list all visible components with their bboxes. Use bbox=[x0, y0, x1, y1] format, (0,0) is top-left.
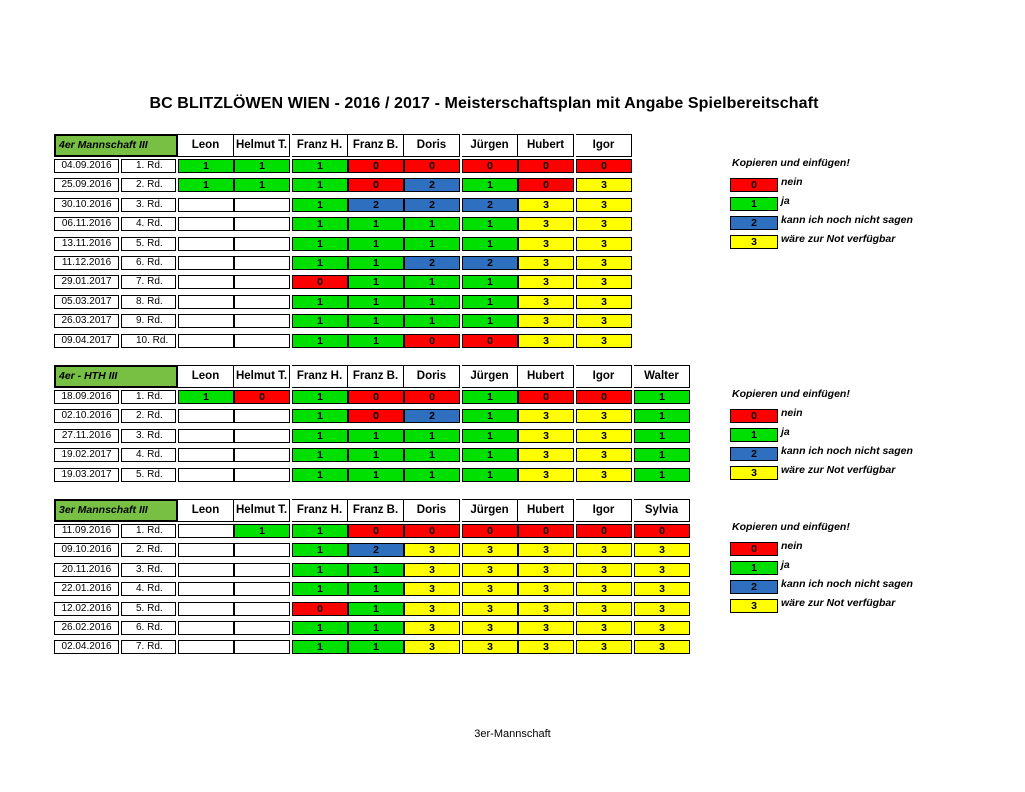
availability-cell[interactable]: 3 bbox=[462, 640, 518, 654]
availability-cell[interactable]: 0 bbox=[518, 159, 574, 173]
availability-cell[interactable]: 3 bbox=[576, 582, 632, 596]
round-label: 7. Rd. bbox=[121, 275, 176, 289]
availability-cell[interactable]: 3 bbox=[518, 217, 574, 231]
availability-cell[interactable]: 0 bbox=[404, 334, 460, 348]
availability-cell[interactable]: 3 bbox=[576, 314, 632, 328]
availability-cell[interactable]: 1 bbox=[462, 314, 518, 328]
match-date: 09.04.2017 bbox=[54, 334, 119, 348]
availability-cell[interactable] bbox=[178, 334, 234, 348]
availability-cell[interactable] bbox=[234, 640, 290, 654]
round-label: 5. Rd. bbox=[121, 468, 176, 482]
availability-cell[interactable] bbox=[234, 314, 290, 328]
player-name-header: Helmut T. bbox=[234, 365, 290, 388]
availability-cell[interactable]: 3 bbox=[518, 582, 574, 596]
round-label: 2. Rd. bbox=[121, 178, 176, 192]
round-label: 6. Rd. bbox=[121, 256, 176, 270]
player-name-header: Igor bbox=[576, 134, 632, 157]
match-date: 12.02.2016 bbox=[54, 602, 119, 616]
round-label: 2. Rd. bbox=[121, 409, 176, 423]
availability-cell[interactable]: 1 bbox=[348, 295, 404, 309]
availability-cell[interactable]: 1 bbox=[292, 543, 348, 557]
availability-cell[interactable]: 1 bbox=[348, 256, 404, 270]
round-label: 3. Rd. bbox=[121, 198, 176, 212]
availability-cell[interactable]: 1 bbox=[348, 621, 404, 635]
round-label: 4. Rd. bbox=[121, 582, 176, 596]
legend-swatch: 0 bbox=[730, 409, 778, 423]
availability-cell[interactable]: 3 bbox=[576, 429, 632, 443]
round-label: 6. Rd. bbox=[121, 621, 176, 635]
round-label: 9. Rd. bbox=[121, 314, 176, 328]
availability-cell[interactable]: 2 bbox=[404, 409, 460, 423]
availability-cell[interactable]: 1 bbox=[462, 429, 518, 443]
availability-cell[interactable]: 1 bbox=[292, 237, 348, 251]
availability-cell[interactable]: 3 bbox=[576, 275, 632, 289]
legend-text: nein bbox=[781, 540, 803, 552]
availability-cell[interactable]: 1 bbox=[404, 295, 460, 309]
player-name-header: Jürgen bbox=[462, 499, 518, 522]
availability-cell[interactable] bbox=[234, 334, 290, 348]
availability-cell[interactable]: 0 bbox=[348, 178, 404, 192]
availability-cell[interactable] bbox=[234, 448, 290, 462]
availability-cell[interactable]: 1 bbox=[634, 429, 690, 443]
availability-cell[interactable]: 3 bbox=[462, 563, 518, 577]
availability-cell[interactable] bbox=[234, 621, 290, 635]
availability-cell[interactable]: 1 bbox=[292, 256, 348, 270]
player-name-header: Doris bbox=[404, 134, 460, 157]
availability-cell[interactable]: 3 bbox=[518, 256, 574, 270]
legend-text: wäre zur Not verfügbar bbox=[781, 597, 896, 609]
availability-cell[interactable]: 1 bbox=[348, 563, 404, 577]
availability-cell[interactable] bbox=[178, 314, 234, 328]
availability-cell[interactable]: 3 bbox=[518, 275, 574, 289]
legend-text: ja bbox=[781, 195, 790, 207]
availability-cell[interactable]: 1 bbox=[348, 602, 404, 616]
round-label: 7. Rd. bbox=[121, 640, 176, 654]
availability-cell[interactable]: 0 bbox=[348, 524, 404, 538]
availability-cell[interactable]: 1 bbox=[404, 429, 460, 443]
player-name-header: Doris bbox=[404, 365, 460, 388]
availability-cell[interactable]: 3 bbox=[634, 621, 690, 635]
availability-cell[interactable]: 3 bbox=[576, 334, 632, 348]
availability-cell[interactable]: 3 bbox=[518, 198, 574, 212]
round-label: 1. Rd. bbox=[121, 159, 176, 173]
availability-cell[interactable] bbox=[178, 409, 234, 423]
availability-cell[interactable] bbox=[178, 524, 234, 538]
availability-cell[interactable]: 3 bbox=[576, 237, 632, 251]
availability-cell[interactable]: 3 bbox=[518, 468, 574, 482]
player-name-header: Franz B. bbox=[348, 365, 404, 388]
player-name-header: Igor bbox=[576, 365, 632, 388]
page-title: BC BLITZLÖWEN WIEN - 2016 / 2017 - Meisterschaftsplan mit Angabe Spielbereitschaft bbox=[149, 95, 819, 112]
legend-text: wäre zur Not verfügbar bbox=[781, 464, 896, 476]
availability-cell[interactable]: 2 bbox=[348, 543, 404, 557]
availability-cell[interactable]: 1 bbox=[178, 178, 234, 192]
match-date: 09.10.2016 bbox=[54, 543, 119, 557]
availability-cell[interactable] bbox=[234, 409, 290, 423]
legend-swatch: 3 bbox=[730, 599, 778, 613]
legend-swatch: 2 bbox=[730, 216, 778, 230]
team-name: 4er - HTH III bbox=[54, 365, 178, 388]
availability-cell[interactable]: 3 bbox=[462, 602, 518, 616]
availability-cell[interactable] bbox=[234, 198, 290, 212]
round-label: 3. Rd. bbox=[121, 429, 176, 443]
player-name-header: Franz H. bbox=[292, 365, 348, 388]
match-date: 13.11.2016 bbox=[54, 237, 119, 251]
player-name-header: Igor bbox=[576, 499, 632, 522]
availability-cell[interactable]: 3 bbox=[518, 237, 574, 251]
availability-cell[interactable] bbox=[234, 543, 290, 557]
match-date: 19.02.2017 bbox=[54, 448, 119, 462]
availability-cell[interactable]: 1 bbox=[292, 621, 348, 635]
player-name-header: Helmut T. bbox=[234, 499, 290, 522]
match-date: 30.10.2016 bbox=[54, 198, 119, 212]
availability-cell[interactable]: 0 bbox=[404, 159, 460, 173]
round-label: 2. Rd. bbox=[121, 543, 176, 557]
availability-cell[interactable]: 3 bbox=[634, 602, 690, 616]
match-date: 26.02.2016 bbox=[54, 621, 119, 635]
availability-cell[interactable]: 1 bbox=[462, 275, 518, 289]
availability-cell[interactable]: 0 bbox=[518, 524, 574, 538]
availability-cell[interactable] bbox=[234, 237, 290, 251]
availability-cell[interactable]: 3 bbox=[518, 295, 574, 309]
round-label: 3. Rd. bbox=[121, 563, 176, 577]
legend-swatch: 1 bbox=[730, 428, 778, 442]
team-name: 4er Mannschaft III bbox=[54, 134, 178, 157]
legend-heading: Kopieren und einfügen! bbox=[732, 157, 850, 169]
availability-cell[interactable]: 3 bbox=[576, 448, 632, 462]
availability-cell[interactable]: 1 bbox=[234, 178, 290, 192]
availability-cell[interactable]: 3 bbox=[518, 314, 574, 328]
match-date: 02.04.2016 bbox=[54, 640, 119, 654]
availability-cell[interactable]: 2 bbox=[404, 198, 460, 212]
availability-cell[interactable]: 1 bbox=[462, 409, 518, 423]
availability-cell[interactable] bbox=[178, 429, 234, 443]
legend-text: ja bbox=[781, 559, 790, 571]
availability-cell[interactable]: 0 bbox=[292, 602, 348, 616]
availability-cell[interactable] bbox=[178, 275, 234, 289]
availability-cell[interactable]: 3 bbox=[518, 602, 574, 616]
match-date: 04.09.2016 bbox=[54, 159, 119, 173]
availability-cell[interactable]: 1 bbox=[292, 295, 348, 309]
availability-cell[interactable]: 3 bbox=[404, 602, 460, 616]
availability-cell[interactable]: 1 bbox=[292, 563, 348, 577]
legend-text: kann ich noch nicht sagen bbox=[781, 578, 913, 590]
availability-cell[interactable]: 1 bbox=[634, 448, 690, 462]
availability-cell[interactable]: 3 bbox=[518, 543, 574, 557]
availability-cell[interactable]: 1 bbox=[292, 409, 348, 423]
legend-text: nein bbox=[781, 176, 803, 188]
availability-cell[interactable] bbox=[178, 256, 234, 270]
availability-cell[interactable]: 1 bbox=[404, 314, 460, 328]
page-footer: 3er-Mannschaft bbox=[474, 728, 551, 740]
availability-cell[interactable] bbox=[178, 448, 234, 462]
availability-cell[interactable]: 3 bbox=[518, 640, 574, 654]
match-date: 06.11.2016 bbox=[54, 217, 119, 231]
availability-cell[interactable]: 0 bbox=[348, 390, 404, 404]
availability-cell[interactable]: 1 bbox=[348, 334, 404, 348]
availability-cell[interactable] bbox=[234, 602, 290, 616]
legend-swatch: 2 bbox=[730, 580, 778, 594]
availability-cell[interactable]: 1 bbox=[234, 159, 290, 173]
availability-cell[interactable]: 1 bbox=[348, 640, 404, 654]
player-name-header: Franz B. bbox=[348, 499, 404, 522]
availability-cell[interactable]: 0 bbox=[234, 390, 290, 404]
availability-cell[interactable]: 1 bbox=[404, 275, 460, 289]
availability-cell[interactable]: 1 bbox=[462, 178, 518, 192]
availability-cell[interactable]: 1 bbox=[348, 582, 404, 596]
availability-cell[interactable]: 2 bbox=[348, 198, 404, 212]
player-name-header: Sylvia bbox=[634, 499, 690, 522]
availability-cell[interactable]: 1 bbox=[292, 468, 348, 482]
availability-cell[interactable] bbox=[178, 198, 234, 212]
availability-cell[interactable]: 0 bbox=[348, 409, 404, 423]
availability-cell[interactable]: 0 bbox=[576, 159, 632, 173]
match-date: 11.12.2016 bbox=[54, 256, 119, 270]
legend-swatch: 2 bbox=[730, 447, 778, 461]
availability-cell[interactable] bbox=[234, 295, 290, 309]
availability-cell[interactable]: 3 bbox=[576, 295, 632, 309]
round-label: 5. Rd. bbox=[121, 237, 176, 251]
availability-cell[interactable]: 1 bbox=[292, 448, 348, 462]
availability-cell[interactable]: 3 bbox=[576, 543, 632, 557]
availability-cell[interactable]: 3 bbox=[518, 429, 574, 443]
availability-cell[interactable]: 3 bbox=[518, 448, 574, 462]
availability-cell[interactable]: 3 bbox=[576, 198, 632, 212]
availability-cell[interactable]: 1 bbox=[292, 159, 348, 173]
availability-cell[interactable]: 1 bbox=[292, 524, 348, 538]
availability-cell[interactable]: 1 bbox=[348, 429, 404, 443]
match-date: 25.09.2016 bbox=[54, 178, 119, 192]
legend-text: kann ich noch nicht sagen bbox=[781, 445, 913, 457]
availability-cell[interactable]: 1 bbox=[634, 409, 690, 423]
availability-cell[interactable]: 2 bbox=[462, 256, 518, 270]
availability-cell[interactable] bbox=[178, 621, 234, 635]
match-date: 19.03.2017 bbox=[54, 468, 119, 482]
round-label: 10. Rd. bbox=[121, 334, 176, 348]
match-date: 05.03.2017 bbox=[54, 295, 119, 309]
availability-cell[interactable]: 3 bbox=[518, 621, 574, 635]
match-date: 02.10.2016 bbox=[54, 409, 119, 423]
legend-swatch: 1 bbox=[730, 561, 778, 575]
round-label: 1. Rd. bbox=[121, 524, 176, 538]
availability-cell[interactable]: 1 bbox=[462, 390, 518, 404]
availability-cell[interactable] bbox=[234, 429, 290, 443]
availability-cell[interactable]: 3 bbox=[404, 621, 460, 635]
availability-cell[interactable]: 1 bbox=[292, 314, 348, 328]
legend-heading: Kopieren und einfügen! bbox=[732, 521, 850, 533]
legend-swatch: 3 bbox=[730, 235, 778, 249]
availability-cell[interactable]: 1 bbox=[462, 448, 518, 462]
match-date: 22.01.2016 bbox=[54, 582, 119, 596]
player-name-header: Hubert bbox=[518, 134, 574, 157]
availability-cell[interactable]: 3 bbox=[576, 621, 632, 635]
player-name-header: Leon bbox=[178, 365, 234, 388]
availability-cell[interactable]: 3 bbox=[576, 602, 632, 616]
legend-text: wäre zur Not verfügbar bbox=[781, 233, 896, 245]
availability-cell[interactable] bbox=[178, 468, 234, 482]
availability-cell[interactable]: 1 bbox=[292, 582, 348, 596]
availability-cell[interactable]: 3 bbox=[462, 582, 518, 596]
availability-cell[interactable] bbox=[178, 295, 234, 309]
player-name-header: Franz H. bbox=[292, 134, 348, 157]
availability-cell[interactable]: 1 bbox=[462, 295, 518, 309]
availability-cell[interactable] bbox=[234, 563, 290, 577]
availability-cell[interactable]: 3 bbox=[518, 409, 574, 423]
player-name-header: Jürgen bbox=[462, 134, 518, 157]
round-label: 4. Rd. bbox=[121, 448, 176, 462]
availability-cell[interactable]: 3 bbox=[518, 334, 574, 348]
availability-cell[interactable]: 1 bbox=[292, 217, 348, 231]
legend-swatch: 0 bbox=[730, 178, 778, 192]
availability-cell[interactable]: 1 bbox=[292, 198, 348, 212]
availability-cell[interactable]: 3 bbox=[576, 178, 632, 192]
availability-cell[interactable]: 0 bbox=[576, 390, 632, 404]
availability-cell[interactable]: 0 bbox=[634, 524, 690, 538]
round-label: 8. Rd. bbox=[121, 295, 176, 309]
availability-cell[interactable]: 3 bbox=[404, 582, 460, 596]
player-name-header: Helmut T. bbox=[234, 134, 290, 157]
availability-cell[interactable]: 1 bbox=[348, 448, 404, 462]
availability-cell[interactable]: 3 bbox=[462, 621, 518, 635]
availability-cell[interactable]: 1 bbox=[292, 334, 348, 348]
availability-cell[interactable]: 0 bbox=[404, 390, 460, 404]
availability-cell[interactable] bbox=[234, 217, 290, 231]
availability-cell[interactable]: 3 bbox=[518, 563, 574, 577]
availability-cell[interactable]: 1 bbox=[462, 468, 518, 482]
availability-cell[interactable]: 3 bbox=[634, 640, 690, 654]
availability-cell[interactable]: 3 bbox=[404, 640, 460, 654]
availability-cell[interactable]: 1 bbox=[348, 237, 404, 251]
player-name-header: Franz H. bbox=[292, 499, 348, 522]
availability-cell[interactable] bbox=[178, 543, 234, 557]
availability-cell[interactable]: 1 bbox=[404, 237, 460, 251]
availability-cell[interactable]: 1 bbox=[292, 390, 348, 404]
round-label: 4. Rd. bbox=[121, 217, 176, 231]
availability-cell[interactable]: 1 bbox=[292, 178, 348, 192]
match-date: 18.09.2016 bbox=[54, 390, 119, 404]
match-date: 27.11.2016 bbox=[54, 429, 119, 443]
availability-cell[interactable] bbox=[178, 640, 234, 654]
availability-cell[interactable]: 1 bbox=[634, 468, 690, 482]
legend-swatch: 3 bbox=[730, 466, 778, 480]
player-name-header: Hubert bbox=[518, 365, 574, 388]
availability-cell[interactable]: 3 bbox=[576, 409, 632, 423]
legend-text: nein bbox=[781, 407, 803, 419]
availability-cell[interactable]: 1 bbox=[292, 640, 348, 654]
availability-cell[interactable]: 1 bbox=[634, 390, 690, 404]
availability-cell[interactable]: 3 bbox=[634, 582, 690, 596]
availability-cell[interactable]: 1 bbox=[178, 390, 234, 404]
legend-heading: Kopieren und einfügen! bbox=[732, 388, 850, 400]
player-name-header: Leon bbox=[178, 499, 234, 522]
player-name-header: Doris bbox=[404, 499, 460, 522]
legend-text: ja bbox=[781, 426, 790, 438]
availability-cell[interactable]: 0 bbox=[576, 524, 632, 538]
player-name-header: Walter bbox=[634, 365, 690, 388]
match-date: 26.03.2017 bbox=[54, 314, 119, 328]
availability-cell[interactable]: 3 bbox=[576, 217, 632, 231]
availability-cell[interactable] bbox=[178, 237, 234, 251]
availability-cell[interactable]: 1 bbox=[178, 159, 234, 173]
availability-cell[interactable]: 1 bbox=[404, 468, 460, 482]
round-label: 1. Rd. bbox=[121, 390, 176, 404]
availability-cell[interactable]: 0 bbox=[462, 524, 518, 538]
availability-cell[interactable] bbox=[178, 217, 234, 231]
availability-cell[interactable]: 3 bbox=[576, 468, 632, 482]
availability-cell[interactable]: 0 bbox=[518, 390, 574, 404]
availability-cell[interactable]: 1 bbox=[348, 275, 404, 289]
availability-cell[interactable]: 3 bbox=[404, 543, 460, 557]
team-name: 3er Mannschaft III bbox=[54, 499, 178, 522]
availability-cell[interactable]: 1 bbox=[404, 217, 460, 231]
round-label: 5. Rd. bbox=[121, 602, 176, 616]
availability-cell[interactable]: 1 bbox=[234, 524, 290, 538]
player-name-header: Hubert bbox=[518, 499, 574, 522]
availability-cell[interactable] bbox=[234, 275, 290, 289]
availability-cell[interactable]: 1 bbox=[404, 448, 460, 462]
availability-cell[interactable] bbox=[178, 602, 234, 616]
legend-swatch: 1 bbox=[730, 197, 778, 211]
availability-cell[interactable]: 1 bbox=[292, 429, 348, 443]
availability-cell[interactable]: 0 bbox=[518, 178, 574, 192]
availability-cell[interactable]: 3 bbox=[634, 543, 690, 557]
availability-cell[interactable]: 1 bbox=[348, 217, 404, 231]
availability-cell[interactable]: 0 bbox=[462, 159, 518, 173]
availability-cell[interactable]: 0 bbox=[462, 334, 518, 348]
availability-cell[interactable]: 1 bbox=[462, 237, 518, 251]
availability-cell[interactable]: 3 bbox=[634, 563, 690, 577]
availability-cell[interactable]: 1 bbox=[348, 314, 404, 328]
player-name-header: Jürgen bbox=[462, 365, 518, 388]
availability-cell[interactable]: 2 bbox=[404, 256, 460, 270]
availability-cell[interactable]: 1 bbox=[462, 217, 518, 231]
player-name-header: Leon bbox=[178, 134, 234, 157]
availability-cell[interactable]: 3 bbox=[576, 563, 632, 577]
match-date: 29.01.2017 bbox=[54, 275, 119, 289]
availability-cell[interactable] bbox=[178, 582, 234, 596]
availability-cell[interactable] bbox=[234, 256, 290, 270]
availability-cell[interactable]: 3 bbox=[404, 563, 460, 577]
availability-cell[interactable]: 0 bbox=[292, 275, 348, 289]
availability-cell[interactable] bbox=[234, 582, 290, 596]
match-date: 11.09.2016 bbox=[54, 524, 119, 538]
match-date: 20.11.2016 bbox=[54, 563, 119, 577]
player-name-header: Franz B. bbox=[348, 134, 404, 157]
availability-cell[interactable]: 3 bbox=[576, 256, 632, 270]
availability-cell[interactable]: 2 bbox=[404, 178, 460, 192]
availability-cell[interactable]: 0 bbox=[404, 524, 460, 538]
availability-cell[interactable]: 2 bbox=[462, 198, 518, 212]
availability-cell[interactable]: 1 bbox=[348, 468, 404, 482]
availability-cell[interactable]: 0 bbox=[348, 159, 404, 173]
availability-cell[interactable] bbox=[234, 468, 290, 482]
legend-swatch: 0 bbox=[730, 542, 778, 556]
availability-cell[interactable]: 3 bbox=[462, 543, 518, 557]
availability-cell[interactable] bbox=[178, 563, 234, 577]
availability-cell[interactable]: 3 bbox=[576, 640, 632, 654]
legend-text: kann ich noch nicht sagen bbox=[781, 214, 913, 226]
